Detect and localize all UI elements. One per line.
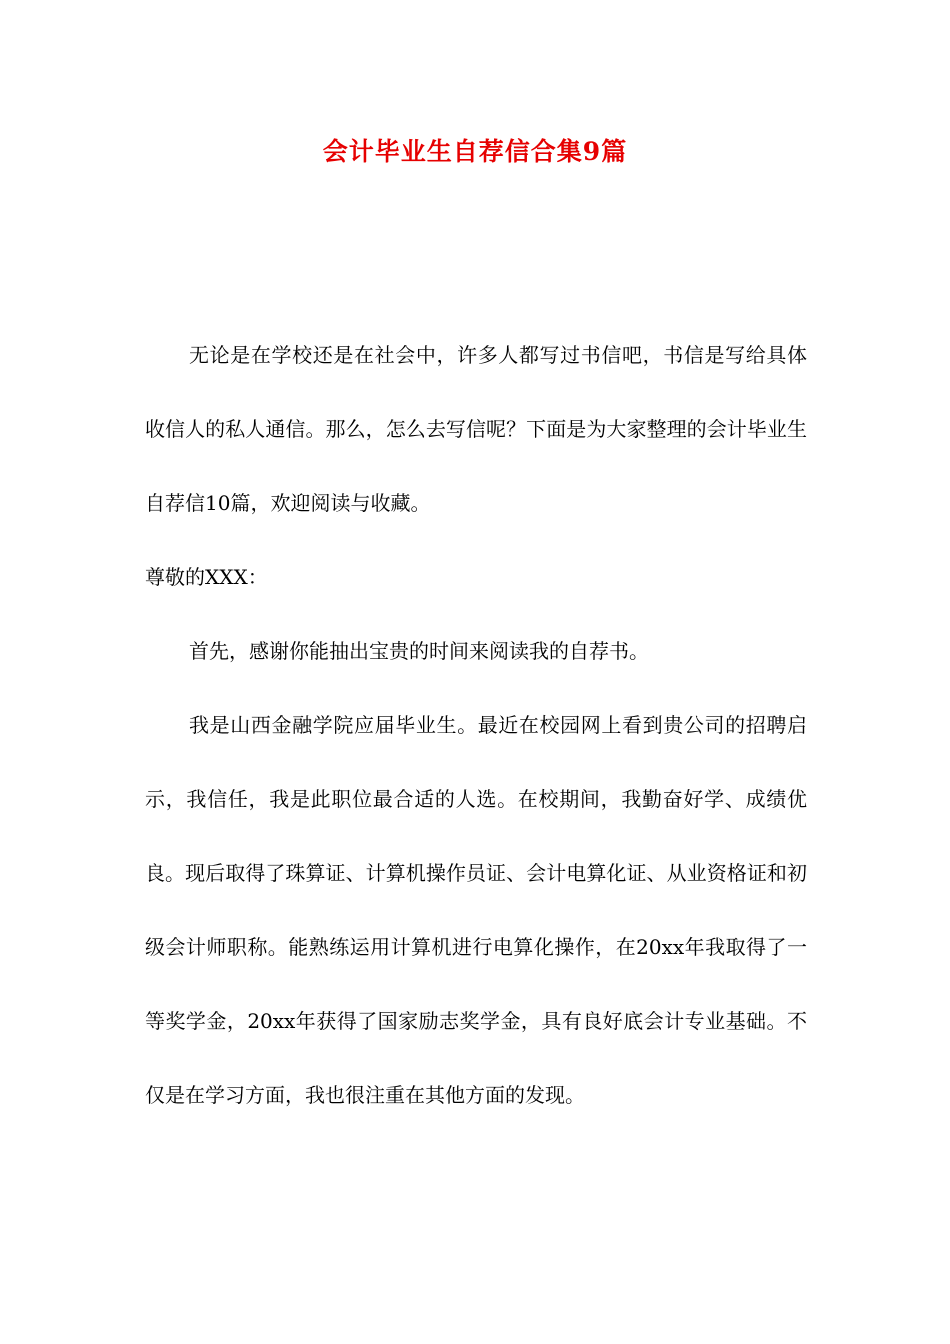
salutation: 尊敬的XXX： <box>145 565 268 589</box>
intro-paragraph: 无论是在学校还是在社会中，许多人都写过书信吧，书信是写给具体收信人的私人通信。那么，怎么去写信呢？下面是为大家整理的会计毕业生自荐信10篇，欢迎阅读与收藏。 <box>145 343 807 515</box>
self-intro-paragraph: 我是山西金融学院应届毕业生。最近在校园网上看到贵公司的招聘启示，我信任，我是此职位最合适的人选。在校期间，我勤奋好学、成绩优良。现后取得了珠算证、计算机操作员证、会计电算化证、从业资格证和初级会计师职称。能熟练运用计算机进行电算化操作，在20xx年我取得了一等奖学金，20xx年获得了国家励志奖学金，具有良好底会计专业基础。不仅是在学习方面，我也很注重在其他方面的发现。 <box>145 713 807 1107</box>
thanks-paragraph: 首先，感谢你能抽出宝贵的时间来阅读我的自荐书。 <box>189 639 649 663</box>
document-title: 会计毕业生自荐信合集9篇 <box>322 137 628 166</box>
document-body <box>145 318 807 1132</box>
